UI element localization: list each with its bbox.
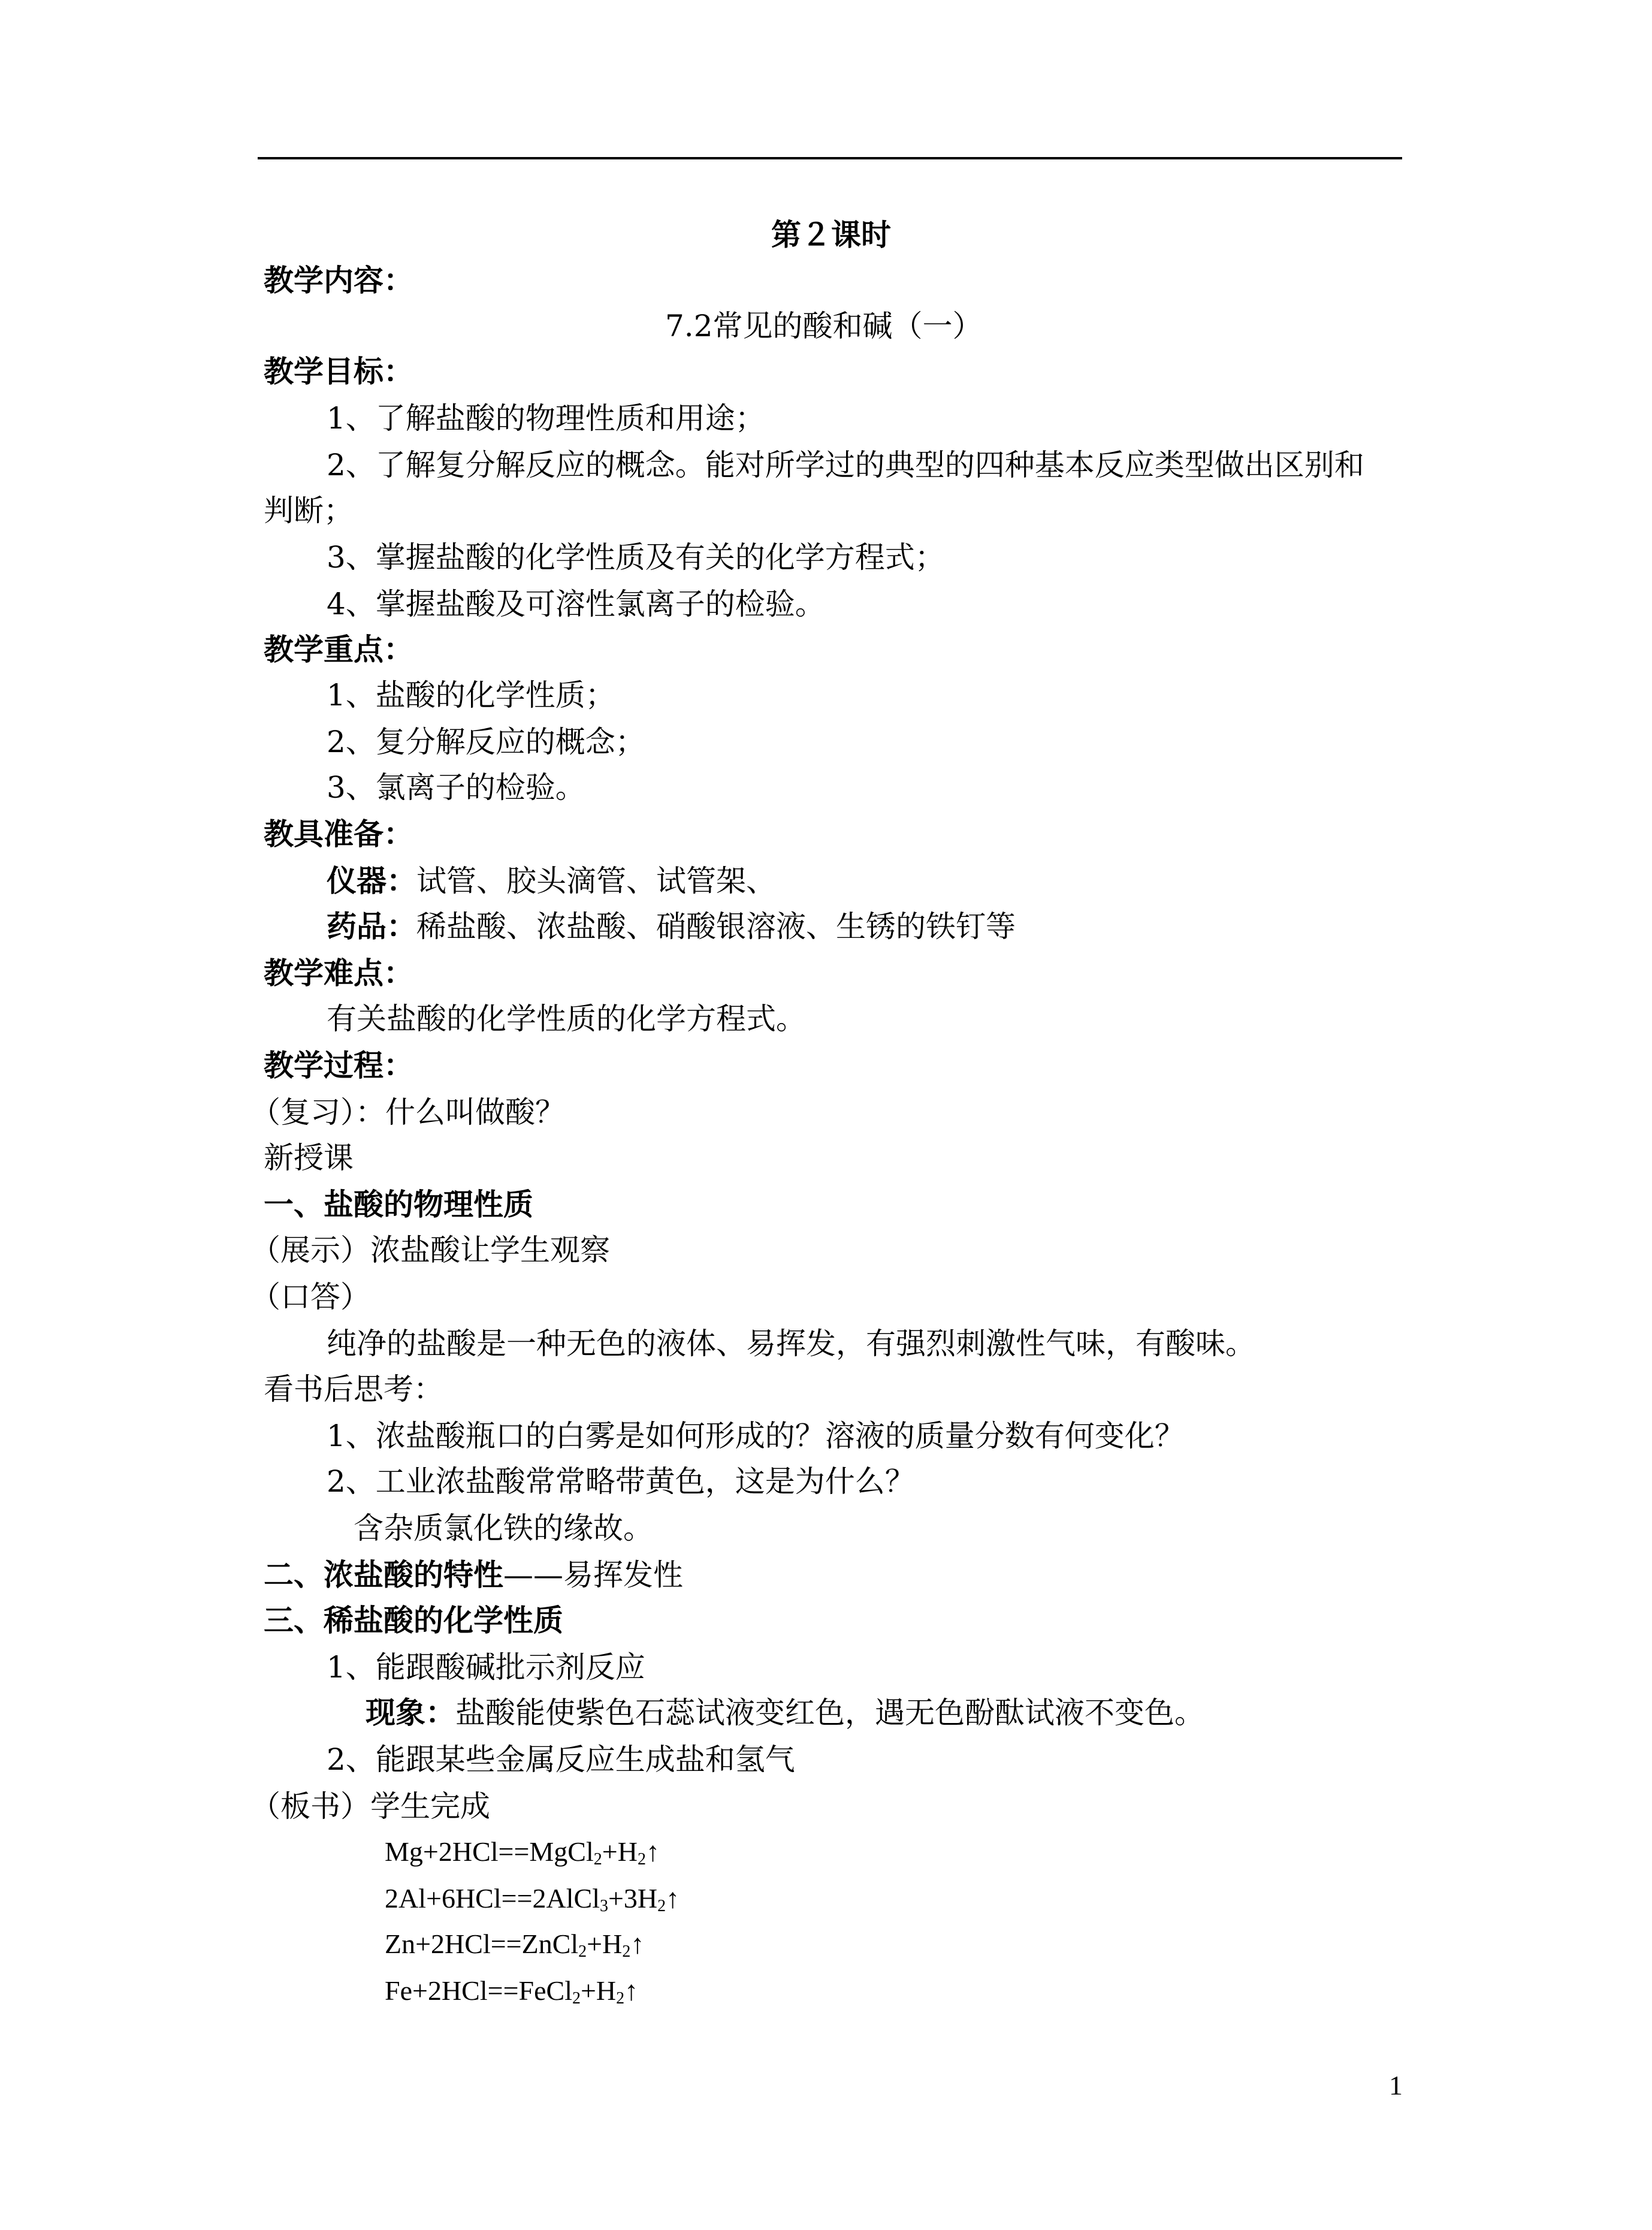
reagents-label: 药品： [327, 909, 416, 944]
property-item: 1、能跟酸碱批示剂反应 [327, 1650, 645, 1685]
difficulty-heading: 教学难点： [264, 955, 413, 991]
physical-property-answer: 纯净的盐酸是一种无色的液体、易挥发，有强烈刺激性气味，有酸味。 [327, 1326, 1255, 1361]
process-heading: 教学过程： [264, 1048, 413, 1083]
equation: $Fe+2HCl==FeCl_2+H_2↑$ [385, 1975, 639, 2008]
section2-line [264, 1557, 683, 1593]
question-item: 2、工业浓盐酸常常略带黄色，这是为什么？ [327, 1464, 915, 1499]
key-points-heading: 教学重点： [264, 632, 413, 667]
phenomenon-text: 盐酸能使紫色石蕊试液变红色，遇无色酚酞试液不变色。 [455, 1695, 1204, 1730]
oral-line: （口答） [250, 1280, 370, 1314]
instruments-text: 试管、胶头滴管、试管架、 [416, 864, 776, 898]
new-lesson-line: 新授课 [264, 1140, 354, 1175]
reagents-text: 稀盐酸、浓盐酸、硝酸银溶液、生锈的铁钉等 [416, 909, 1016, 944]
content-heading: 教学内容： [264, 262, 413, 298]
topic-title: 7.2常见的酸和碱（一） [665, 309, 983, 343]
equipment-heading: 教具准备： [264, 816, 413, 852]
objectives-heading: 教学目标： [264, 354, 413, 389]
equation: $Mg+2HCl==MgCl_2+H_2↑$ [385, 1836, 660, 1869]
header-rule [258, 157, 1402, 159]
key-point-item: 1、盐酸的化学性质； [327, 678, 615, 713]
board-line: （板书）学生完成 [250, 1789, 490, 1824]
question-answer: 含杂质氯化铁的缘故。 [354, 1511, 653, 1546]
section2-rest: ——易挥发性 [503, 1558, 683, 1592]
question-item: 1、浓盐酸瓶口的白雾是如何形成的？溶液的质量分数有何变化？ [327, 1419, 1185, 1453]
objective-item: 3、掌握盐酸的化学性质及有关的化学方程式； [327, 540, 945, 575]
lesson-title: 第２课时 [771, 217, 891, 252]
review-line: （复习）：什么叫做酸？ [250, 1095, 565, 1130]
equation: $Zn+2HCl==ZnCl_2+H_2↑$ [385, 1929, 645, 1961]
instruments-label: 仪器： [327, 863, 416, 898]
section3-title: 三、稀盐酸的化学性质 [264, 1603, 563, 1638]
section1-title: 一、盐酸的物理性质 [264, 1187, 533, 1222]
objective-item-continued: 判断； [264, 493, 354, 528]
phenomenon-line [366, 1695, 1204, 1731]
objective-item: 4、掌握盐酸及可溶性氯离子的检验。 [327, 587, 825, 621]
key-point-item: 2、复分解反应的概念； [327, 725, 645, 759]
think-line: 看书后思考： [264, 1372, 443, 1407]
key-point-item: 3、氯离子的检验。 [327, 770, 585, 805]
instruments-line [327, 863, 776, 899]
property-item: 2、能跟某些金属反应生成盐和氢气 [327, 1742, 795, 1777]
phenomenon-label: 现象： [366, 1695, 455, 1730]
show-line: （展示）浓盐酸让学生观察 [250, 1233, 610, 1268]
equation: $2Al+6HCl==2AlCl_3+3H_2↑$ [385, 1883, 680, 1915]
difficulty-text: 有关盐酸的化学性质的化学方程式。 [327, 1001, 806, 1036]
objective-item: 2、了解复分解反应的概念。能对所学过的典型的四种基本反应类型做出区别和 [327, 448, 1364, 482]
section2-title: 二、浓盐酸的特性 [264, 1557, 503, 1592]
reagents-line [327, 909, 1016, 944]
page-number: 1 [1389, 2070, 1403, 2101]
objective-item: 1、了解盐酸的物理性质和用途； [327, 401, 765, 436]
